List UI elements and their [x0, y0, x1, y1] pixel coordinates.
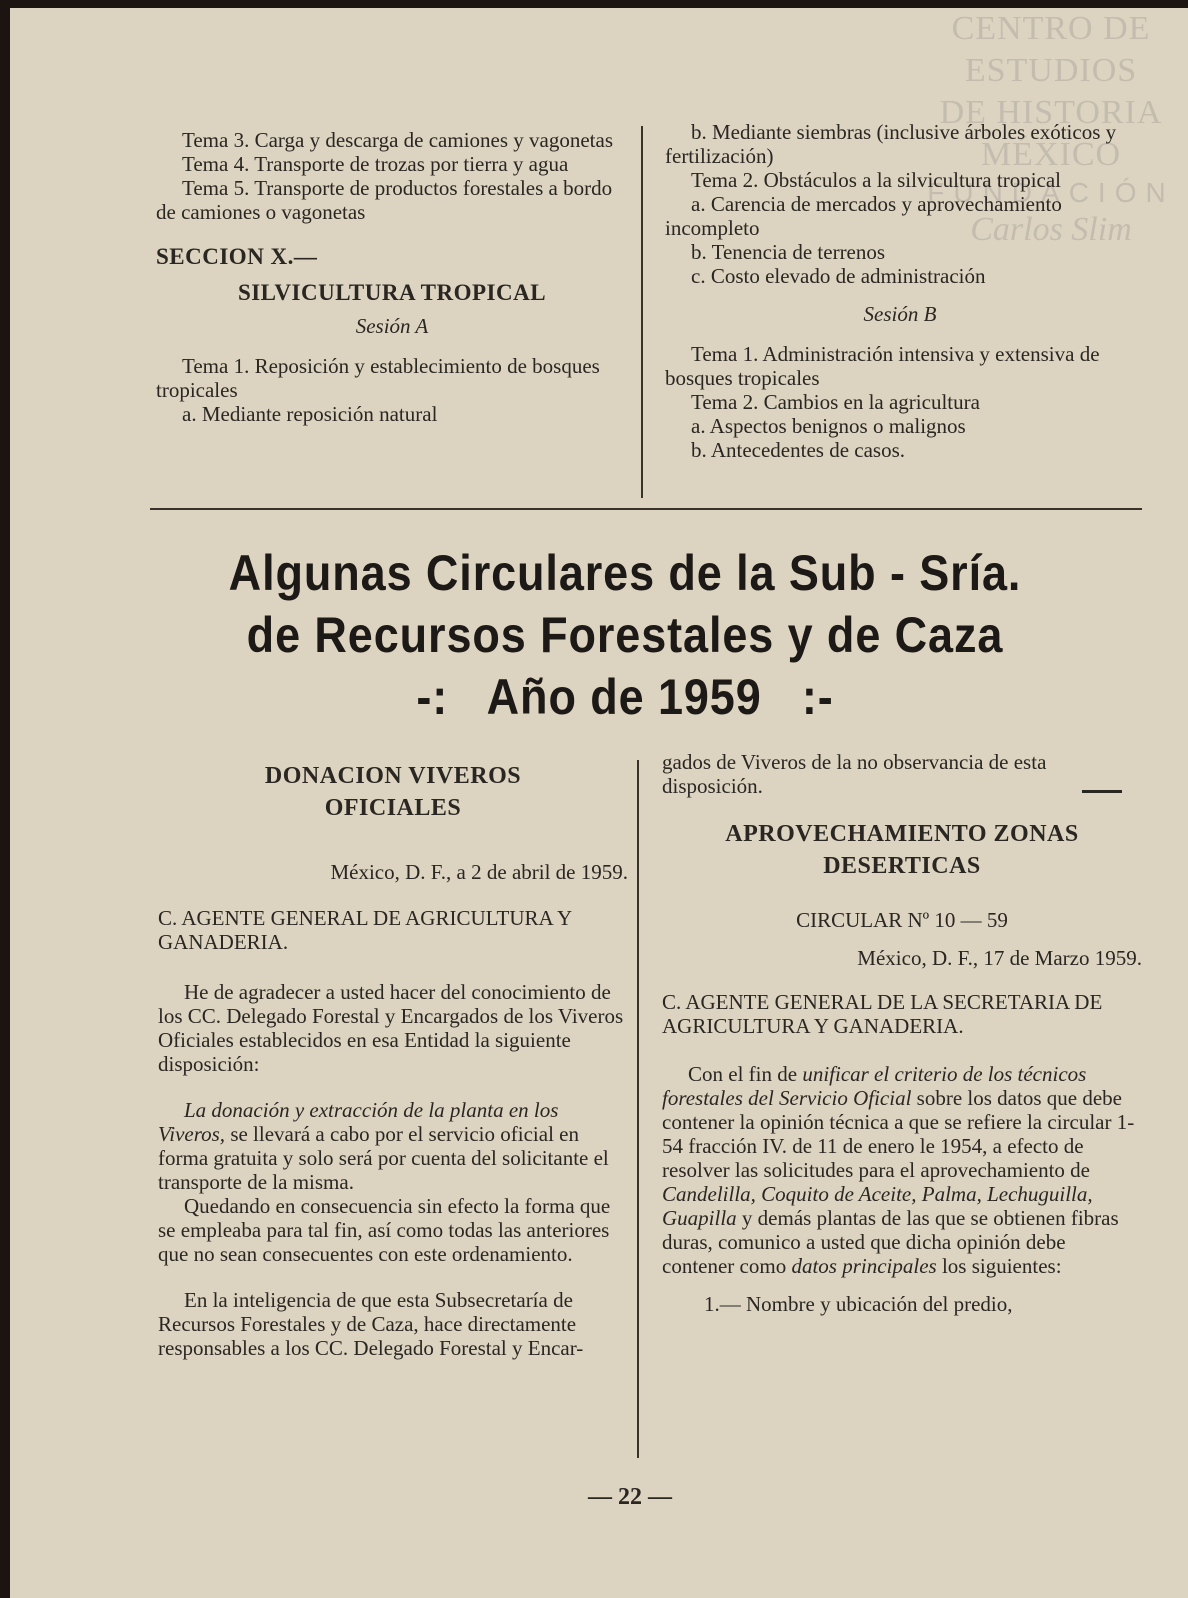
document-page	[10, 8, 1188, 1598]
emphasis: unificar el criterio de los técnicos forestales del Servicio Oficial	[662, 1062, 1087, 1110]
text-span: y demás plantas de las que se obtienen fibras duras, comunico a usted que dicha opinión debe contener como	[662, 1206, 1119, 1278]
circular-number: CIRCULAR Nº 10 — 59	[796, 908, 1008, 932]
horizontal-rule	[150, 508, 1142, 510]
watermark-line: DE HISTORIA	[939, 94, 1163, 131]
date-line: México, D. F., a 2 de abril de 1959.	[330, 860, 628, 884]
column-divider	[637, 760, 639, 1458]
emphasis: La donación y extracción de la planta en los Viveros,	[158, 1098, 559, 1146]
section-number: SECCION X.—	[156, 244, 318, 269]
paragraph: b. Tenencia de terrenos	[691, 240, 886, 264]
paragraph: Tema 3. Carga y descarga de camiones y vagonetas	[182, 128, 614, 152]
emphasis: Candelilla, Coquito de Aceite, Palma, Lechuguilla, Guapilla	[662, 1182, 1093, 1230]
page-number: — 22 —	[588, 1484, 672, 1510]
date-line: México, D. F., 17 de Marzo 1959.	[857, 946, 1142, 970]
bottom-right-column	[662, 750, 1142, 1316]
title-line: Algunas Circulares de la Sub - Sría.	[228, 545, 1022, 601]
section-heading: APROVECHAMIENTO ZONAS DESERTICAS	[725, 821, 1079, 879]
session-label: Sesión A	[355, 314, 429, 338]
text-span: Con el fin de	[688, 1062, 803, 1086]
paragraph: En la inteligencia de que esta Subsecretaría de Recursos Forestales y de Caza, hace directamente responsables a los CC. Delegado Forestal y Encar-	[158, 1288, 584, 1360]
paragraph: Tema 2. Obstáculos a la silvicultura tropical	[691, 168, 1062, 192]
watermark-line: CENTRO DE	[951, 10, 1151, 47]
watermark-line: MÉXICO	[980, 136, 1122, 173]
section-title: SILVICULTURA TROPICAL	[237, 280, 547, 305]
paragraph: a. Aspectos benignos o malignos	[691, 414, 966, 438]
text-span: los siguientes:	[936, 1254, 1062, 1278]
paragraph	[158, 1098, 628, 1194]
watermark-signature: Carlos Slim	[970, 211, 1132, 248]
paragraph: Tema 1. Reposición y establecimiento de bosques tropicales	[156, 354, 600, 402]
decorative-dash	[1082, 790, 1122, 793]
paragraph: He de agradecer a usted hacer del conocimiento de los CC. Delegado Forestal y Encargados de los Viveros Oficiales establecidos en esa Entidad la siguiente disposición:	[158, 980, 624, 1076]
paragraph	[662, 1062, 1142, 1278]
list-item: 1.— Nombre y ubicación del predio,	[704, 1292, 1013, 1316]
title-line: de Recursos Forestales y de Caza	[246, 607, 1004, 663]
watermark-line: ESTUDIOS	[964, 52, 1138, 89]
paragraph: b. Antecedentes de casos.	[691, 438, 906, 462]
section-heading: DONACION VIVEROS OFICIALES	[264, 763, 522, 821]
paragraph: Tema 5. Transporte de productos forestales a bordo de camiones o vagonetas	[156, 176, 613, 224]
paragraph: b. Mediante siembras (inclusive árboles exóticos y fertilización)	[665, 120, 1117, 168]
paragraph: Tema 4. Transporte de trozas por tierra y agua	[182, 152, 569, 176]
top-left-column	[156, 128, 628, 426]
text-span: se llevará a cabo por el servicio oficial en forma gratuita y solo será por cuenta del solicitante el transporte de la misma.	[158, 1122, 609, 1194]
addressee: C. AGENTE GENERAL DE AGRICULTURA Y GANADERIA.	[158, 906, 572, 954]
addressee: C. AGENTE GENERAL DE LA SECRETARIA DE AGRICULTURA Y GANADERIA.	[662, 990, 1103, 1038]
paragraph: c. Costo elevado de administración	[691, 264, 986, 288]
top-right-column	[665, 120, 1135, 462]
title-line: -: Año de 1959 :-	[416, 669, 834, 725]
paragraph: a. Carencia de mercados y aprovechamiento incompleto	[665, 192, 1062, 240]
column-divider	[641, 126, 643, 498]
paragraph: Quedando en consecuencia sin efecto la forma que se empleaba para tal fin, así como todas las anteriores que no sean consecuentes con este ordenamiento.	[158, 1194, 611, 1266]
emphasis: datos principales	[791, 1254, 937, 1278]
paragraph: a. Mediante reposición natural	[182, 402, 438, 426]
session-label: Sesión B	[863, 302, 937, 326]
paragraph: Tema 1. Administración intensiva y extensiva de bosques tropicales	[665, 342, 1100, 390]
paragraph: gados de Viveros de la no observancia de esta disposición.	[662, 750, 1047, 798]
text-span: sobre los datos que debe contener la opinión técnica a que se refiere la circular 1-54 fracción IV. de 11 de enero le 1954, a efecto de resolver las solicitudes para el aprovechamiento de	[662, 1086, 1135, 1182]
bottom-left-column	[158, 760, 628, 1360]
article-title	[207, 542, 1044, 728]
watermark-foundation: FUNDACIÓN	[927, 177, 1175, 208]
paragraph: Tema 2. Cambios en la agricultura	[691, 390, 980, 414]
